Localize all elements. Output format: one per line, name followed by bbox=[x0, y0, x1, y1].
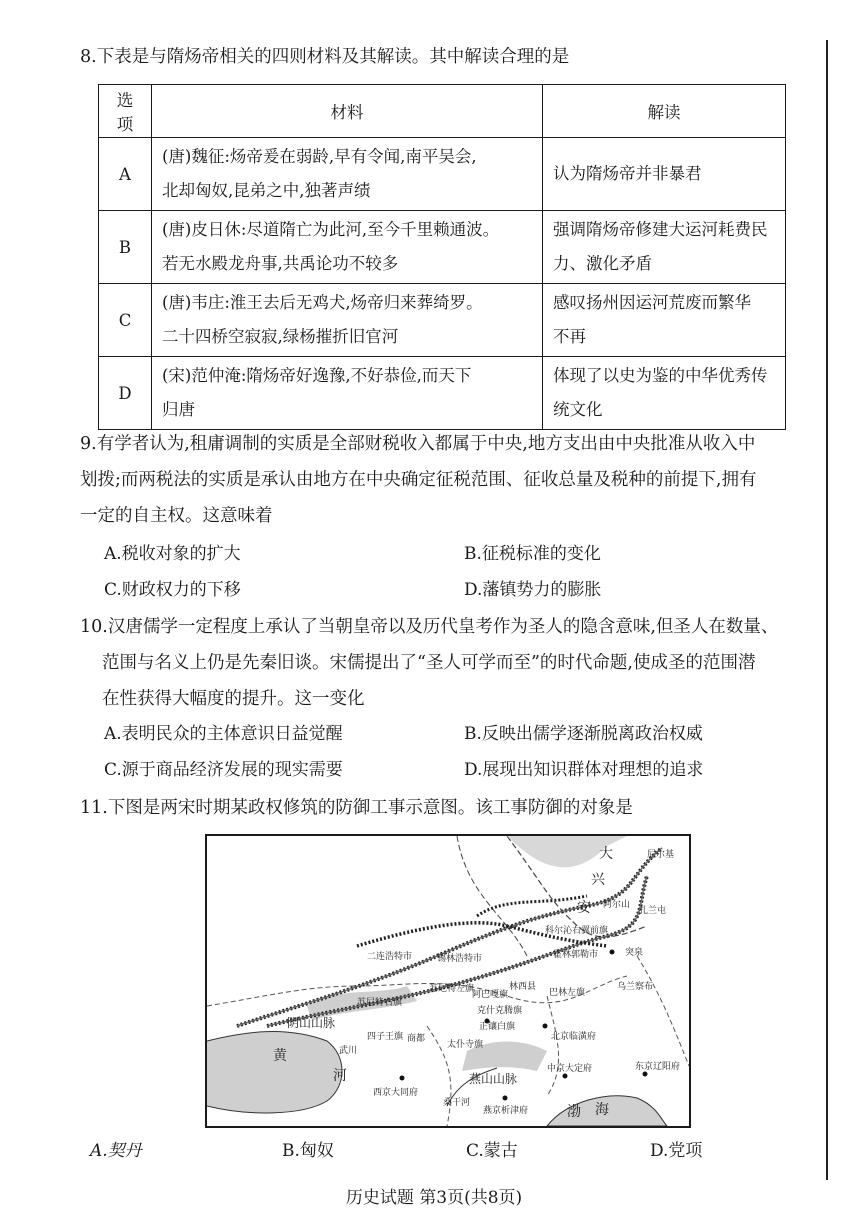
material-line: (唐)魏征:炀帝爰在弱龄,早有令闻,南平吴会, bbox=[162, 147, 477, 166]
question-8-stem: 8.下表是与隋炀帝相关的四则材料及其解读。其中解读合理的是 bbox=[80, 47, 570, 67]
header-interpretation: 解读 bbox=[543, 85, 786, 138]
map-label-place: 阿巴嘎旗 bbox=[472, 990, 509, 1000]
table-header-row bbox=[99, 85, 786, 138]
row-interpretation bbox=[543, 138, 786, 211]
map-label-place: 克什克腾旗 bbox=[477, 1006, 523, 1016]
table-row bbox=[99, 138, 786, 211]
question-8-table bbox=[98, 84, 786, 430]
row-material bbox=[152, 284, 543, 357]
map-label-mountain: 燕山山脉 bbox=[469, 1072, 518, 1086]
q9-option-b[interactable]: B.征税标准的变化 bbox=[464, 544, 601, 564]
header-material: 材料 bbox=[152, 85, 543, 138]
q11-option-d[interactable]: D.党项 bbox=[650, 1141, 703, 1161]
margin-rule bbox=[826, 40, 828, 1180]
material-line: 若无水殿龙舟事,共禹论功不较多 bbox=[162, 254, 399, 273]
map-label-river: 河 bbox=[333, 1068, 347, 1084]
map-label-city: 中京大定府 bbox=[547, 1064, 593, 1074]
map-label-range: 兴 bbox=[591, 872, 605, 888]
map-label-place: 商都 bbox=[407, 1034, 426, 1044]
row-option: D bbox=[99, 357, 152, 430]
stem-line: 范围与名义上仍是先秦旧谈。宋儒提出了“圣人可学而至”的时代命题,使成圣的范围潜 bbox=[102, 653, 756, 673]
map-label-place: 巴林左旗 bbox=[549, 988, 586, 998]
row-material bbox=[152, 357, 543, 430]
stem-line: 一定的自主权。这意味着 bbox=[80, 506, 273, 526]
material-line: 归唐 bbox=[162, 400, 195, 419]
row-option: A bbox=[99, 138, 152, 211]
material-line: (宋)范仲淹:隋炀帝好逸豫,不好恭俭,而天下 bbox=[162, 366, 472, 385]
interpretation-line: 力、激化矛盾 bbox=[553, 254, 652, 273]
interpretation-line: 不再 bbox=[553, 327, 586, 346]
map-label-sea: 海 bbox=[595, 1102, 609, 1118]
map-label-city: 东京辽阳府 bbox=[635, 1062, 681, 1072]
map-drawing bbox=[207, 836, 689, 1126]
map-label-river: 桑干河 bbox=[443, 1098, 471, 1108]
map-label-place: 苏尼特左旗 bbox=[429, 984, 475, 994]
stem-line: 划拨;而两税法的实质是承认由地方在中央确定征税范围、征收总量及税种的前提下,拥有 bbox=[80, 470, 757, 490]
interpretation-line: 感叹扬州因运河荒废而繁华 bbox=[553, 293, 751, 312]
row-material bbox=[152, 138, 543, 211]
question-10-stem bbox=[80, 609, 800, 717]
map-label-place: 霍林郭勒市 bbox=[553, 950, 599, 960]
question-9-stem bbox=[80, 426, 800, 534]
stem-line: 9.有学者认为,租庸调制的实质是全部财税收入都属于中央,地方支出由中央批准从收入中 bbox=[80, 434, 756, 454]
map-label-place: 太仆寺旗 bbox=[447, 1040, 484, 1050]
interpretation-line: 体现了以史为鉴的中华优秀传 bbox=[553, 366, 768, 385]
map-label-city: 西京大同府 bbox=[373, 1088, 419, 1098]
map-label-place: 林西县 bbox=[509, 982, 537, 992]
map-label-city: 燕京析津府 bbox=[483, 1106, 529, 1116]
stem-line: 在性获得大幅度的提升。这一变化 bbox=[102, 689, 365, 709]
defense-works-map bbox=[205, 834, 691, 1128]
row-material bbox=[152, 211, 543, 284]
map-label-mountain: 阴山山脉 bbox=[287, 1016, 336, 1030]
q10-option-a[interactable]: A.表明民众的主体意识日益觉醒 bbox=[104, 724, 343, 744]
q11-option-a[interactable]: A.契丹 bbox=[90, 1141, 142, 1161]
q11-option-b[interactable]: B.匈奴 bbox=[282, 1141, 334, 1161]
map-label-range: 安 bbox=[577, 900, 591, 916]
map-label-place: 正镶白旗 bbox=[479, 1022, 516, 1032]
table-row bbox=[99, 284, 786, 357]
q11-option-c[interactable]: C.蒙古 bbox=[466, 1141, 518, 1161]
q9-option-a[interactable]: A.税收对象的扩大 bbox=[104, 544, 241, 564]
stem-line: 10.汉唐儒学一定程度上承认了当朝皇帝以及历代皇考作为圣人的隐含意味,但圣人在数量、 bbox=[80, 617, 779, 637]
map-label-place: 阿尔山 bbox=[603, 900, 631, 910]
material-line: (唐)韦庄:淮王去后无鸡犬,炀帝归来葬绮罗。 bbox=[162, 293, 483, 312]
map-label-range: 大 bbox=[599, 846, 613, 862]
map-label-place: 乌兰察布 bbox=[617, 982, 654, 992]
interpretation-line: 认为隋炀帝并非暴君 bbox=[553, 164, 702, 183]
map-label-sea: 渤 bbox=[567, 1104, 581, 1120]
map-label-place: 扎兰屯 bbox=[639, 906, 667, 916]
map-label-place: 苏尼特右旗 bbox=[357, 998, 403, 1008]
map-label-river: 黄 bbox=[273, 1048, 287, 1064]
row-option: C bbox=[99, 284, 152, 357]
q9-option-d[interactable]: D.藩镇势力的膨胀 bbox=[464, 580, 602, 600]
row-interpretation bbox=[543, 357, 786, 430]
row-option: B bbox=[99, 211, 152, 284]
material-line: 二十四桥空寂寂,绿杨摧折旧官河 bbox=[162, 327, 399, 346]
map-label-place: 武川 bbox=[339, 1046, 358, 1056]
table-row bbox=[99, 211, 786, 284]
map-label-place: 四子王旗 bbox=[367, 1032, 404, 1042]
q10-option-b[interactable]: B.反映出儒学逐渐脱离政治权威 bbox=[464, 724, 703, 744]
page-footer: 历史试题 第3页(共8页) bbox=[345, 1188, 523, 1208]
map-label-place: 尼尔基 bbox=[647, 850, 675, 860]
map-label-city: 北京临潢府 bbox=[551, 1032, 597, 1042]
row-interpretation bbox=[543, 284, 786, 357]
material-line: 北却匈奴,昆弟之中,独著声绩 bbox=[162, 181, 371, 200]
map-label-place: 二连浩特市 bbox=[367, 952, 413, 962]
question-11-stem: 11.下图是两宋时期某政权修筑的防御工事示意图。该工事防御的对象是 bbox=[80, 798, 633, 818]
q10-option-c[interactable]: C.源于商品经济发展的现实需要 bbox=[104, 760, 343, 780]
map-label-place: 锡林浩特市 bbox=[437, 954, 483, 964]
interpretation-line: 统文化 bbox=[553, 400, 603, 419]
row-interpretation bbox=[543, 211, 786, 284]
map-label-place: 科尔沁右翼前旗 bbox=[545, 926, 609, 936]
interpretation-line: 强调隋炀帝修建大运河耗费民 bbox=[553, 220, 768, 239]
material-line: (唐)皮日休:尽道隋亡为此河,至今千里赖通波。 bbox=[162, 220, 500, 239]
table-row bbox=[99, 357, 786, 430]
q10-option-d[interactable]: D.展现出知识群体对理想的追求 bbox=[464, 760, 704, 780]
q9-option-c[interactable]: C.财政权力的下移 bbox=[104, 580, 241, 600]
map-label-place: 突泉 bbox=[625, 948, 644, 958]
header-option: 选项 bbox=[99, 85, 152, 138]
